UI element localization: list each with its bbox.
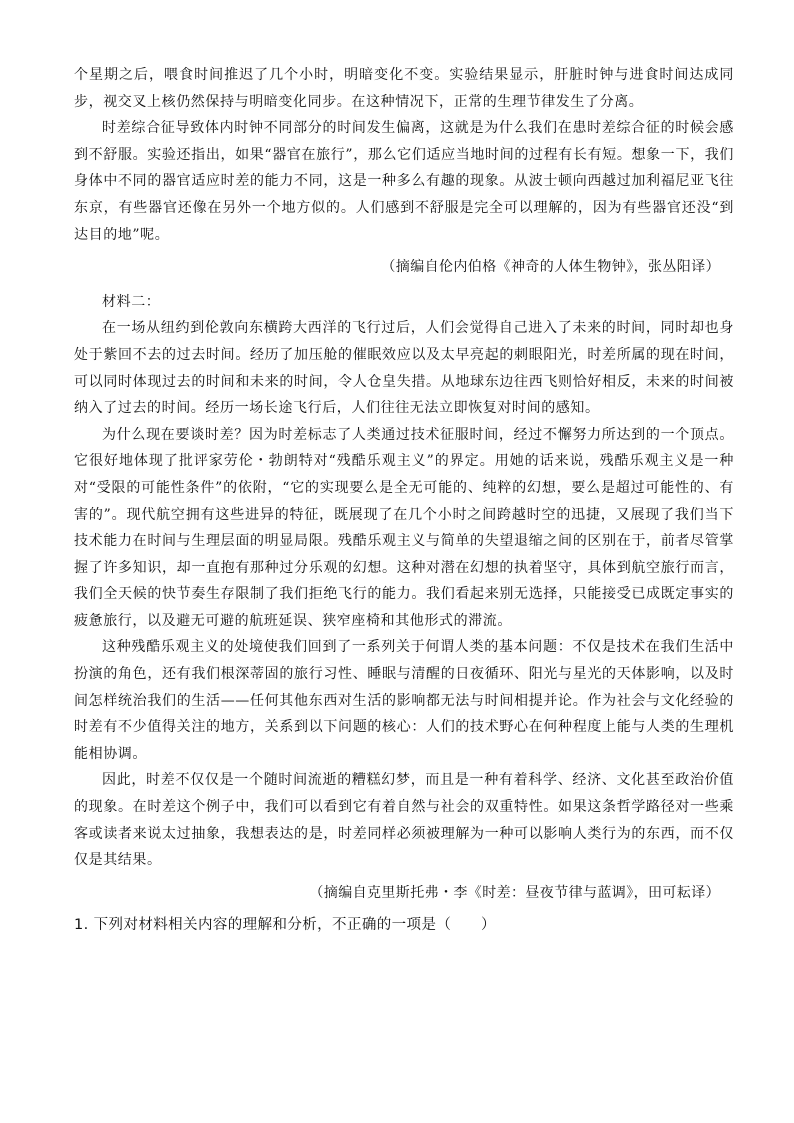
question-1: 1. 下列对材料相关内容的理解和分析，不正确的一项是（ ） (74, 917, 496, 934)
material2-paragraph-1: 在一场从纽约到伦敦向东横跨大西洋的飞行过后，人们会觉得自己进入了未来的时间，同时却也身处于紫回不去的过去时间。经历了加压舱的催眠效应以及太早亮起的刺眼阳光，时差所属的现在时间，可以同时体现过去的时间和未来的时间，令人仓皇失措。从地球东边往西飞则恰好相反，未来的时间被纳入了过去的时间。经历一场长途飞行后，人们往往无法立即恢复对时间的感知。 (74, 320, 734, 417)
material2-label: 材料二： (102, 293, 161, 310)
material1-paragraph-2: 时差综合征导致体内时钟不同部分的时间发生偏离，这就是为什么我们在患时差综合征的时候会感到不舒服。实验还指出，如果“器官在旅行”，那么它们适应当地时间的过程有长有短。想象一下，我们身体中不同的器官适应时差的能力不同，这是一种多么有趣的现象。从波士顿向西越过加利福尼亚飞往东京，有些器官还像在另外一个地方似的。人们感到不舒服是完全可以理解的，因为有些器官还没“到达目的地”呢。 (74, 120, 734, 243)
material2-source: （摘编自克里斯托弗・李《时差：昼夜节律与蓝调》，田可耘译） (309, 884, 720, 901)
material1-source: （摘编自伦内伯格《神奇的人体生物钟》，张丛阳译） (381, 259, 720, 276)
article-body (74, 62, 734, 938)
material2-paragraph-2: 为什么现在要谈时差？因为时差标志了人类通过技术征服时间，经过不懈努力所达到的一个顶点。它很好地体现了批评家劳伦・勃朗特对“残酷乐观主义”的界定。用她的话来说，残酷乐观主义是一种对“受限的可能性条件”的依附，“它的实现要么是全无可能的、纯粹的幻想，要么是超过可能性的、有害的”。现代航空拥有这些进异的特征，既展现了在几个小时之间跨越时空的迅捷，又展现了我们当下技术能力在时间与生理层面的明显局限。残酷乐观主义与简单的失望退缩之间的区别在于，前者尽管掌握了许多知识，却一直抱有那种过分乐观的幻想。这种对潜在幻想的执着坚守，具体到航空旅行而言，我们全天候的快节奏生存限制了我们拒绝飞行的能力。我们看起来别无选择，只能接受已成既定事实的疲惫旅行，以及避无可避的航班延误、狭窄座椅和其他形式的滞流。 (74, 426, 734, 629)
material2-paragraph-4: 因此，时差不仅仅是一个随时间流逝的糟糕幻梦，而且是一种有着科学、经济、文化甚至政治价值的现象。在时差这个例子中，我们可以看到它有着自然与社会的双重特性。如果这条哲学路径对一些乘客或读者来说太过抽象，我想表达的是，时差同样必须被理解为一种可以影响人类行为的东西，而不仅仅是其结果。 (74, 772, 734, 869)
material2-paragraph-3: 这种残酷乐观主义的处境使我们回到了一系列关于何谓人类的基本问题：不仅是技术在我们生活中扮演的角色，还有我们根深蒂固的旅行习性、睡眠与清醒的日夜循环、阳光与星光的天体影响，以及时间怎样统治我们的生活——任何其他东西对生活的影响都无法与时间相提并论。作为社会与文化经验的时差有不少值得关注的地方，关系到以下问题的核心：人们的技术野心在何种程度上能与人类的生理机能相协调。 (74, 639, 734, 762)
material1-paragraph-1: 个星期之后，喂食时间推迟了几个小时，明暗变化不变。实验结果显示，肝脏时钟与进食时间达成同步，视交叉上核仍然保持与明暗变化同步。在这种情况下，正常的生理节律发生了分离。 (74, 67, 734, 110)
